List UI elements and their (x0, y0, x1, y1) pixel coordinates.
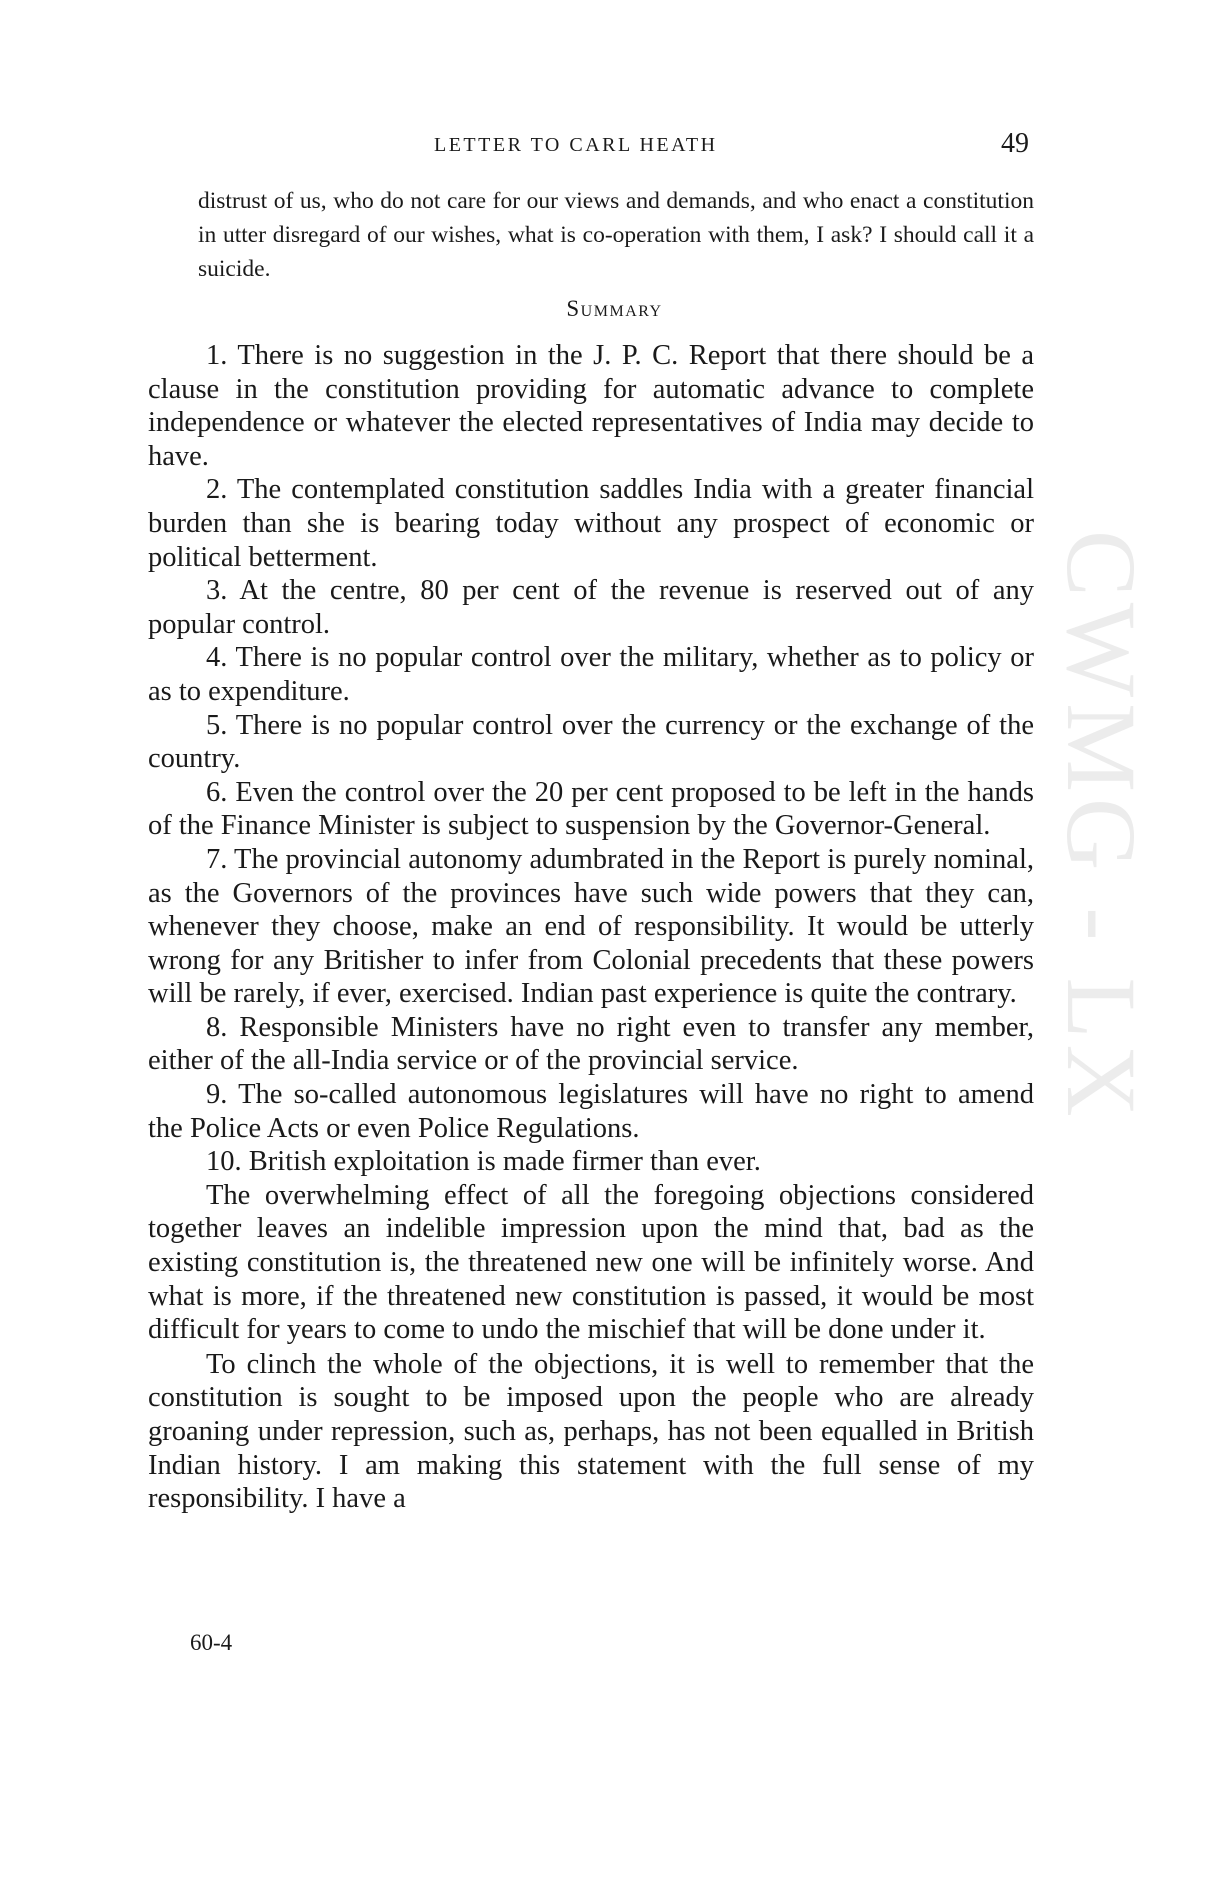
signature-mark: 60-4 (190, 1630, 233, 1655)
summary-item-3: 3. At the centre, 80 per cent of the revenue is reserved out of any popular control. (148, 575, 1034, 640)
summary-item-5: 5. There is no popular control over the currency or the exchange of the country. (148, 709, 1034, 775)
summary-item-6: 6. Even the control over the 20 per cent proposed to be left in the hands of the Finance Minister is subject to suspension by the Governor-General. (148, 776, 1034, 842)
summary-item-10: 10. British exploitation is made firmer than ever. (206, 1146, 761, 1178)
section-heading-summary: Summary (566, 296, 663, 321)
closing-paragraph-1: The overwhelming effect of all the foregoing objections considered together leaves an indelible impression upon the mind that, bad as the existing constitution is, the threatened new one will be infinitely worse. And what is more, if the threatened new constitution is passed, it would be most difficult for years to come to undo the mischief that will be done under it. (148, 1179, 1034, 1346)
summary-item-1: 1. There is no suggestion in the J. P. C. Report that there should be a clause in the constitution providing for automatic advance to complete independence or whatever the elected representatives of India may decide to have. (148, 340, 1034, 472)
watermark: CWMG - LX (1046, 530, 1157, 1123)
summary-item-8: 8. Responsible Ministers have no right even to transfer any member, either of the all-India service or of the provincial service. (148, 1011, 1034, 1077)
summary-item-2: 2. The contemplated constitution saddles India with a greater financial burden than she is bearing today without any prospect of economic or political betterment. (148, 474, 1034, 573)
body-text (148, 339, 1034, 1516)
summary-item-4: 4. There is no popular control over the military, whether as to policy or as to expenditure. (148, 642, 1034, 707)
closing-paragraph-2: To clinch the whole of the objections, it is well to remember that the constitution is sought to be imposed upon the people who are already groaning under repression, such as, perhaps, has not been equalled in British Indian history. I am making this statement with the full sense of my responsibility. I have a (148, 1348, 1034, 1515)
intro-paragraph: distrust of us, who do not care for our views and demands, and who enact a constitution in utter disregard of our wishes, what is co-operation with them, I ask? I should call it a suicide. (198, 188, 1034, 282)
summary-item-7: 7. The provincial autonomy adumbrated in the Report is purely nominal, as the Governors of the provinces have such wide powers that they can, whenever they choose, make an end of responsibility. It would be utterly wrong for any Britisher to infer from Colonial precedents that these powers will be rarely, if ever, exercised. Indian past experience is quite the contrary. (148, 843, 1034, 1010)
running-head: LETTER TO CARL HEATH (434, 134, 718, 156)
page-number: 49 (1001, 128, 1029, 159)
summary-item-9: 9. The so-called autonomous legislatures will have no right to amend the Police Acts or even Police Regulations. (148, 1079, 1034, 1144)
